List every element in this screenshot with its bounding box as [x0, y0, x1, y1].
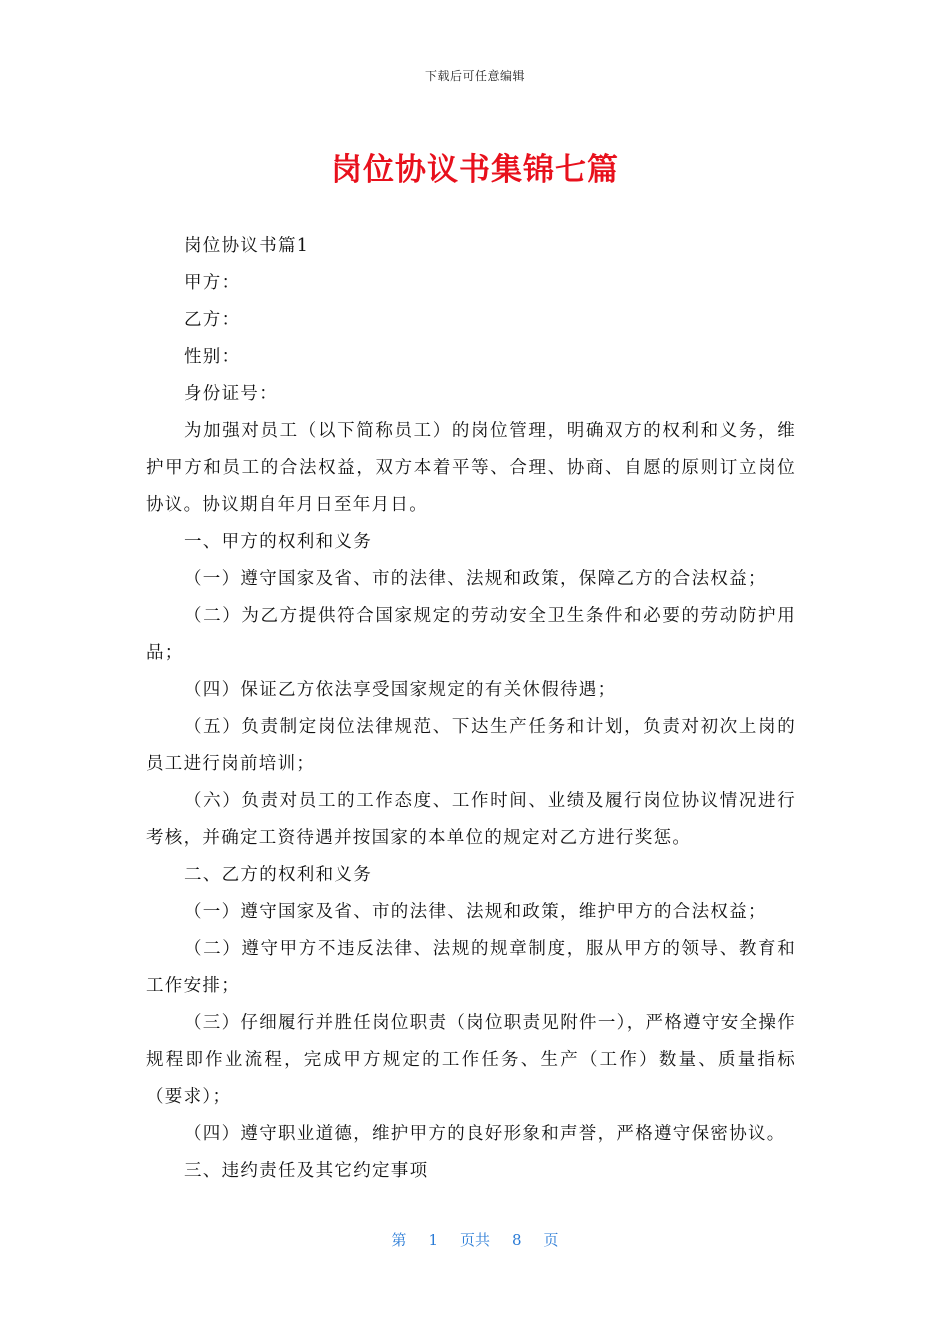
clause-item: （一）遵守国家及省、市的法律、法规和政策，保障乙方的合法权益； [184, 569, 767, 589]
page-label: 第 [391, 1231, 407, 1249]
clause-item: （三）仔细履行并胜任岗位职责（岗位职责见附件一），严格遵守安全操作规程即作业流程，完成甲方规定的工作任务、生产（工作）数量、质量指标（要求）； [146, 1013, 796, 1107]
page-suffix: 页 [543, 1231, 559, 1249]
document-body [146, 228, 796, 1190]
gender-field: 性别： [184, 347, 241, 367]
clause-item: （一）遵守国家及省、市的法律、法规和政策，维护甲方的合法权益； [184, 902, 767, 922]
page-total: 8 [512, 1231, 522, 1249]
party-b-field: 乙方： [184, 310, 241, 330]
clause-heading: 三、违约责任及其它约定事项 [184, 1161, 429, 1181]
clause-item: （四）保证乙方依法享受国家规定的有关休假待遇； [184, 680, 617, 700]
page-of-label: 页共 [459, 1231, 490, 1249]
clause-item: （六）负责对员工的工作态度、工作时间、业绩及履行岗位协议情况进行考核，并确定工资待遇并按国家的本单位的规定对乙方进行奖惩。 [146, 791, 796, 848]
clause-item: （二）遵守甲方不违反法律、法规的规章制度，服从甲方的领导、教育和工作安排； [146, 939, 796, 996]
document-title: 岗位协议书集锦七篇 [331, 152, 619, 188]
header-note: 下载后可任意编辑 [424, 69, 525, 83]
clause-item: （五）负责制定岗位法律规范、下达生产任务和计划，负责对初次上岗的员工进行岗前培训； [146, 717, 796, 774]
page-footer [0, 1229, 950, 1250]
party-a-field: 甲方： [184, 273, 241, 293]
page-current: 1 [428, 1231, 438, 1249]
clause-item: （四）遵守职业道德，维护甲方的良好形象和声誉，严格遵守保密协议。 [184, 1124, 786, 1144]
clause-heading: 二、乙方的权利和义务 [184, 865, 372, 885]
clause-heading: 一、甲方的权利和义务 [184, 532, 372, 552]
clause-item: （二）为乙方提供符合国家规定的劳动安全卫生条件和必要的劳动防护用品； [146, 606, 796, 663]
id-number-field: 身份证号： [184, 384, 278, 404]
intro-paragraph: 为加强对员工（以下简称员工）的岗位管理，明确双方的权利和义务，维护甲方和员工的合法权益，双方本着平等、合理、协商、自愿的原则订立岗位协议。协议期自年月日至年月日。 [146, 421, 796, 515]
section-heading: 岗位协议书篇1 [184, 236, 310, 256]
